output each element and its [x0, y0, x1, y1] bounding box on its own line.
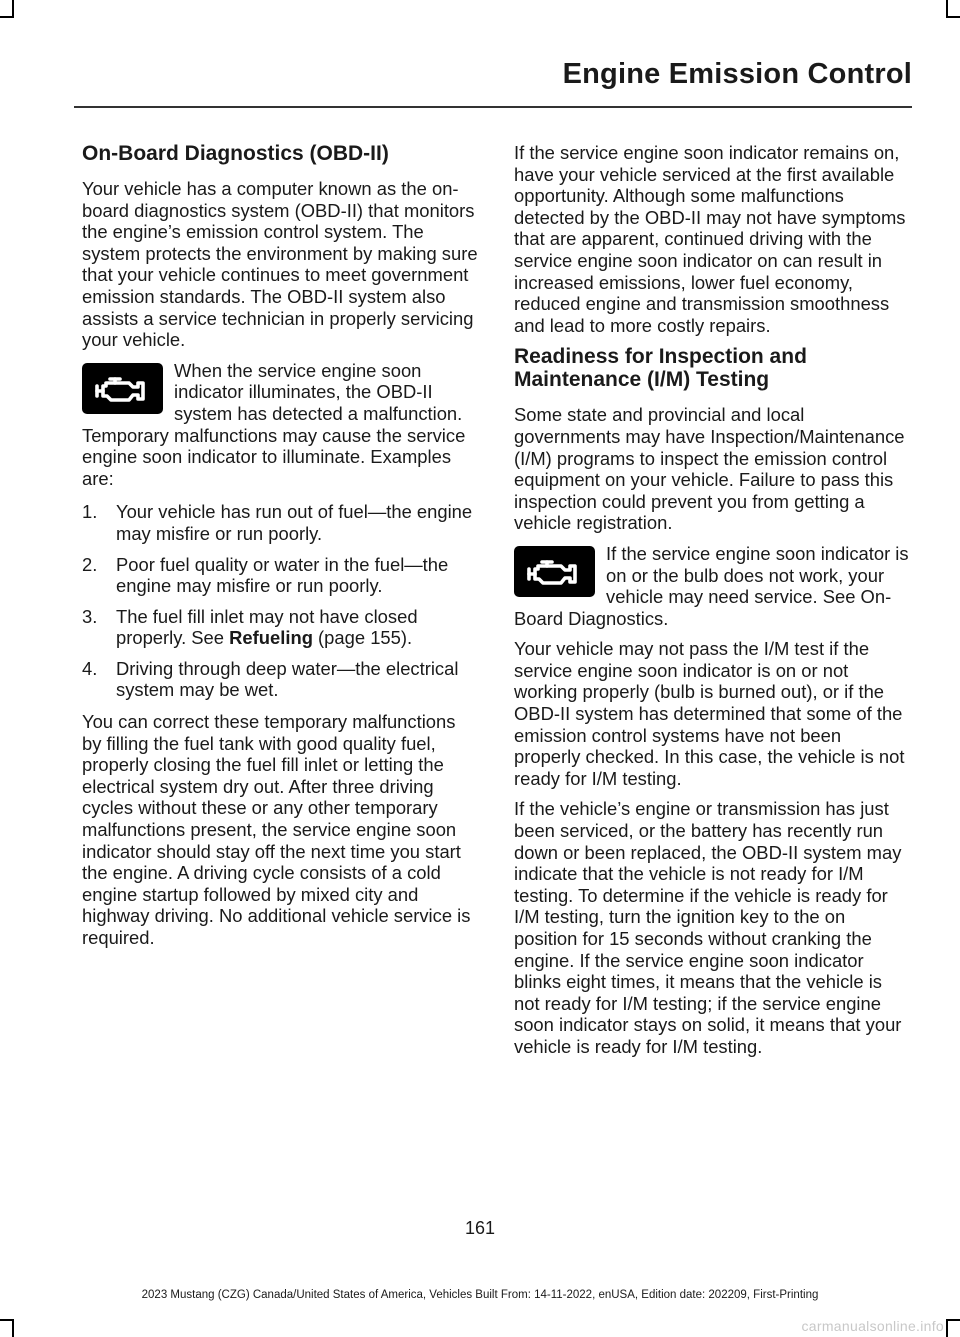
readiness-check-paragraph: If the vehicle’s engine or transmission has just been serviced, or the battery has recently run down or been replaced, the OBD-II system may indicate that the vehicle is not ready for I/M testing. To determine if the vehicle is ready for I/M testing, turn the ignition key to the on position for 15 seconds without cranking the engine. If the service engine soon indicator blinks eight times, it means that the vehicle is not ready for I/M testing; if the service engine soon indicator stays on solid, it means that your vehicle is ready for I/M testing. [514, 798, 902, 1057]
crop-mark [946, 1319, 948, 1337]
crop-mark [946, 1319, 960, 1321]
indicator-remains-paragraph: If the service engine soon indicator remains on, have your vehicle serviced at the first available opportunity. Although some malfunctions detected by the OBD-II may not have symptoms that are apparent, continued driving with the service engine soon indicator on can result in increased emissions, lower fuel economy, reduced engine and transmission smoothness and lead to more costly repairs. [514, 142, 906, 336]
crop-mark [946, 16, 960, 18]
im-programs-paragraph: Some state and provincial and local governments may have Inspection/Maintenance (I/M) programs to inspect the emission control equipment on your vehicle. Failure to pass this inspection could prevent you from getting a vehicle registration. [514, 404, 905, 534]
list-item: 2. Poor fuel quality or water in the fuel—the engine may misfire or run poorly. [82, 553, 449, 597]
crop-mark [0, 1319, 14, 1321]
refueling-link[interactable]: Refueling [229, 627, 313, 649]
temporary-malfunctions-paragraph: You can correct these temporary malfunctions by filling the fuel tank with good quality fuel, properly closing the fuel fill inlet or letting the electrical system dry out. After three driving cycles without these or any other temporary malfunctions present, the service engine soon indicator should stay off the next time you start the engine. A driving cycle consists of a cold engine startup followed by mixed city and highway driving. No additional vehicle service is required. [82, 711, 471, 948]
list-item: 3. The fuel fill inlet may not have closed properly. See Refueling (page 155). [82, 605, 418, 649]
crop-mark [0, 16, 14, 18]
footer-edition-info: 2023 Mustang (CZG) Canada/United States of America, Vehicles Built From: 14-11-2022, enUSA, Edition date: 202209, First-Printing [141, 1289, 819, 1301]
header-divider [74, 106, 912, 108]
indicator-paragraph [82, 360, 478, 490]
indicator-text: When the service engine soon indicator illuminates, the OBD-II system has detected a malfunction. Temporary malfunctions may cause the service engine soon indicator to illuminate. Examples are: [82, 359, 466, 489]
section-heading-obd: On-Board Diagnostics (OBD-II) [82, 142, 389, 165]
im-test-paragraph: Your vehicle may not pass the I/M test if the service engine soon indicator is on or not working properly (bulb is burned out), or if the OBD-II system has determined that some of the emission control systems have not been properly checked. In this case, the vehicle is not ready for I/M testing. [514, 638, 905, 789]
list-item: 1. Your vehicle has run out of fuel—the engine may misfire or run poorly. [82, 501, 473, 544]
page-number: 161 [464, 1218, 496, 1238]
page-title: Engine Emission Control [562, 58, 912, 90]
list-item: 4. Driving through deep water—the electrical system may be wet. [82, 657, 459, 701]
section-heading-readiness: Readiness for Inspection and Maintenance (I/M) Testing [514, 345, 807, 392]
left-column [82, 142, 478, 958]
indicator-paragraph [514, 543, 909, 629]
watermark: carmanualsonline.info [801, 1318, 944, 1334]
crop-mark [12, 1319, 14, 1337]
indicator-text: If the service engine soon indicator is on or the bulb does not work, your vehicle may need service. See On-Board Diagnostics. [514, 542, 909, 629]
malfunction-examples-list [82, 501, 478, 701]
check-engine-icon [82, 363, 163, 414]
check-engine-icon [514, 546, 595, 597]
right-column [514, 142, 909, 1067]
obd-intro-paragraph: Your vehicle has a computer known as the on-board diagnostics system (OBD-II) that monitors the engine’s emission control system. The system protects the environment by making sure that your vehicle continues to meet government emission standards. The OBD-II system also assists a service technician in properly servicing your vehicle. [82, 178, 478, 351]
